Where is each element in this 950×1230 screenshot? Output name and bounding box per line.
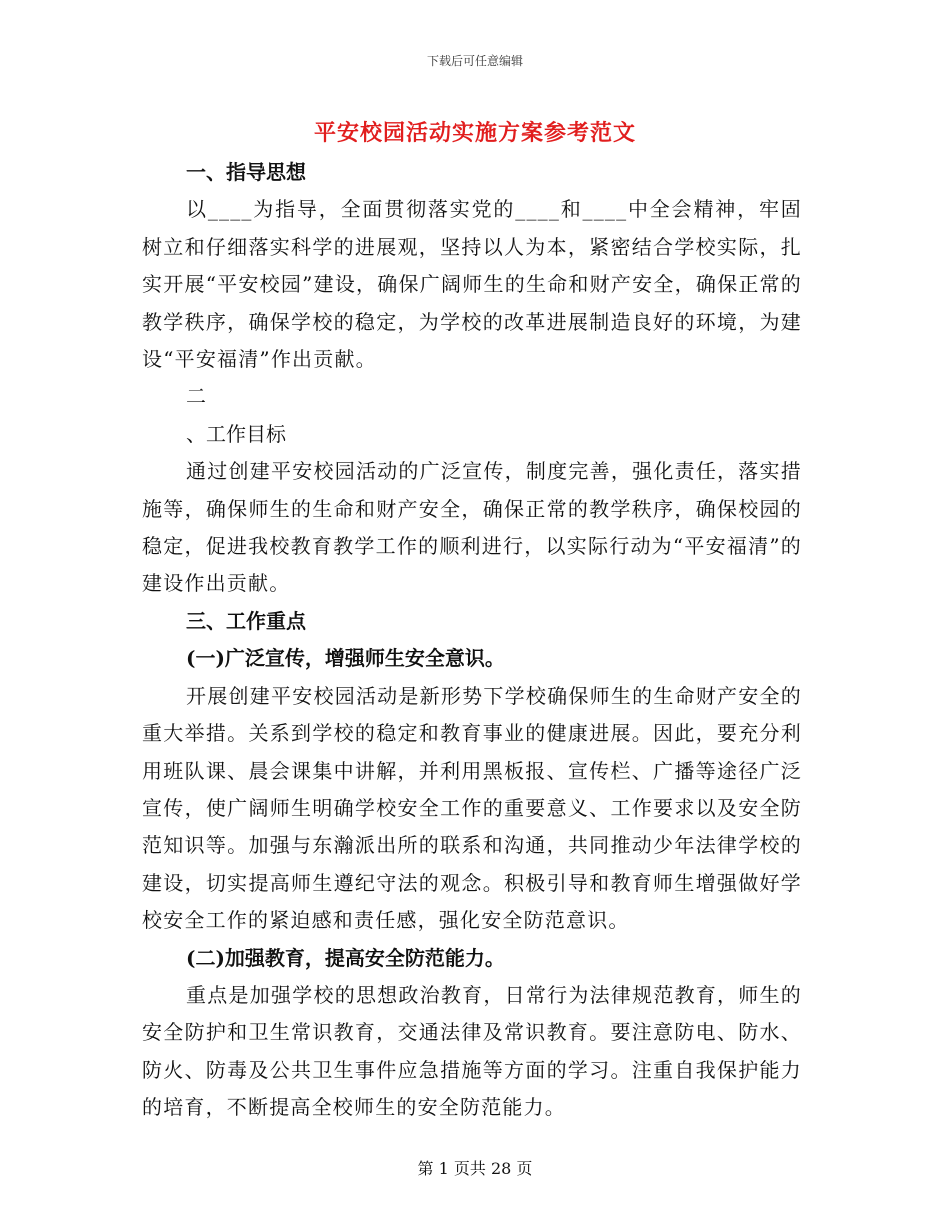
paragraph-work-goals: 通过创建平安校园活动的广泛宣传，制度完善，强化责任，落实措施等，确保师生的生命和财产安全，确保正常的教学秩序，确保校园的稳定，促进我校教育教学工作的顺利进行，以实际行动为“平安福清”的建设作出贡献。 — [142, 459, 802, 596]
section-heading-guiding-ideology: 一、指导思想 — [186, 160, 306, 184]
document-title: 平安校园活动实施方案参考范文 — [313, 120, 636, 146]
subheading-education: (二)加强教育，提高安全防范能力。 — [186, 945, 505, 970]
page-footer: 第 1 页共 28 页 — [417, 1159, 533, 1178]
section-heading-work-goals: 、工作目标 — [186, 421, 286, 446]
section-heading-work-focus: 三、工作重点 — [186, 608, 306, 633]
header-note: 下载后可任意编辑 — [426, 54, 523, 68]
paragraph-publicity: 开展创建平安校园活动是新形势下学校确保师生的生命财产安全的重大举措。关系到学校的稳定和教育事业的健康进展。因此，要充分利用班队课、晨会课集中讲解，并利用黑板报、宣传栏、广播等途径广泛宣传，使广阔师生明确学校安全工作的重要意义、工作要求以及安全防范知识等。加强与东瀚派出所的联系和沟通，共同推动少年法律学校的建设，切实提高师生遵纪守法的观念。积极引导和教育师生增强做好学校安全工作的紧迫感和责任感，强化安全防范意识。 — [142, 683, 802, 933]
section-heading-number-two: 二 — [186, 384, 206, 409]
document-body — [142, 154, 802, 1127]
paragraph-education: 重点是加强学校的思想政治教育，日常行为法律规范教育，师生的安全防护和卫生常识教育，交通法律及常识教育。要注意防电、防水、防火、防毒及公共卫生事件应急措施等方面的学习。注重自我保护能力的培育，不断提高全校师生的安全防范能力。 — [142, 982, 802, 1120]
subheading-publicity: (一)广泛宣传，增强师生安全意识。 — [186, 646, 505, 671]
paragraph-guiding-ideology: 以____为指导，全面贯彻落实党的____和____中全会精神，牢固树立和仔细落实科学的进展观，坚持以人为本，紧密结合学校实际，扎实开展“平安校园”建设，确保广阔师生的生命和财产安全，确保正常的教学秩序，确保学校的稳定，为学校的改革进展制造良好的环境，为建设“平安福清”作出贡献。 — [142, 197, 802, 372]
